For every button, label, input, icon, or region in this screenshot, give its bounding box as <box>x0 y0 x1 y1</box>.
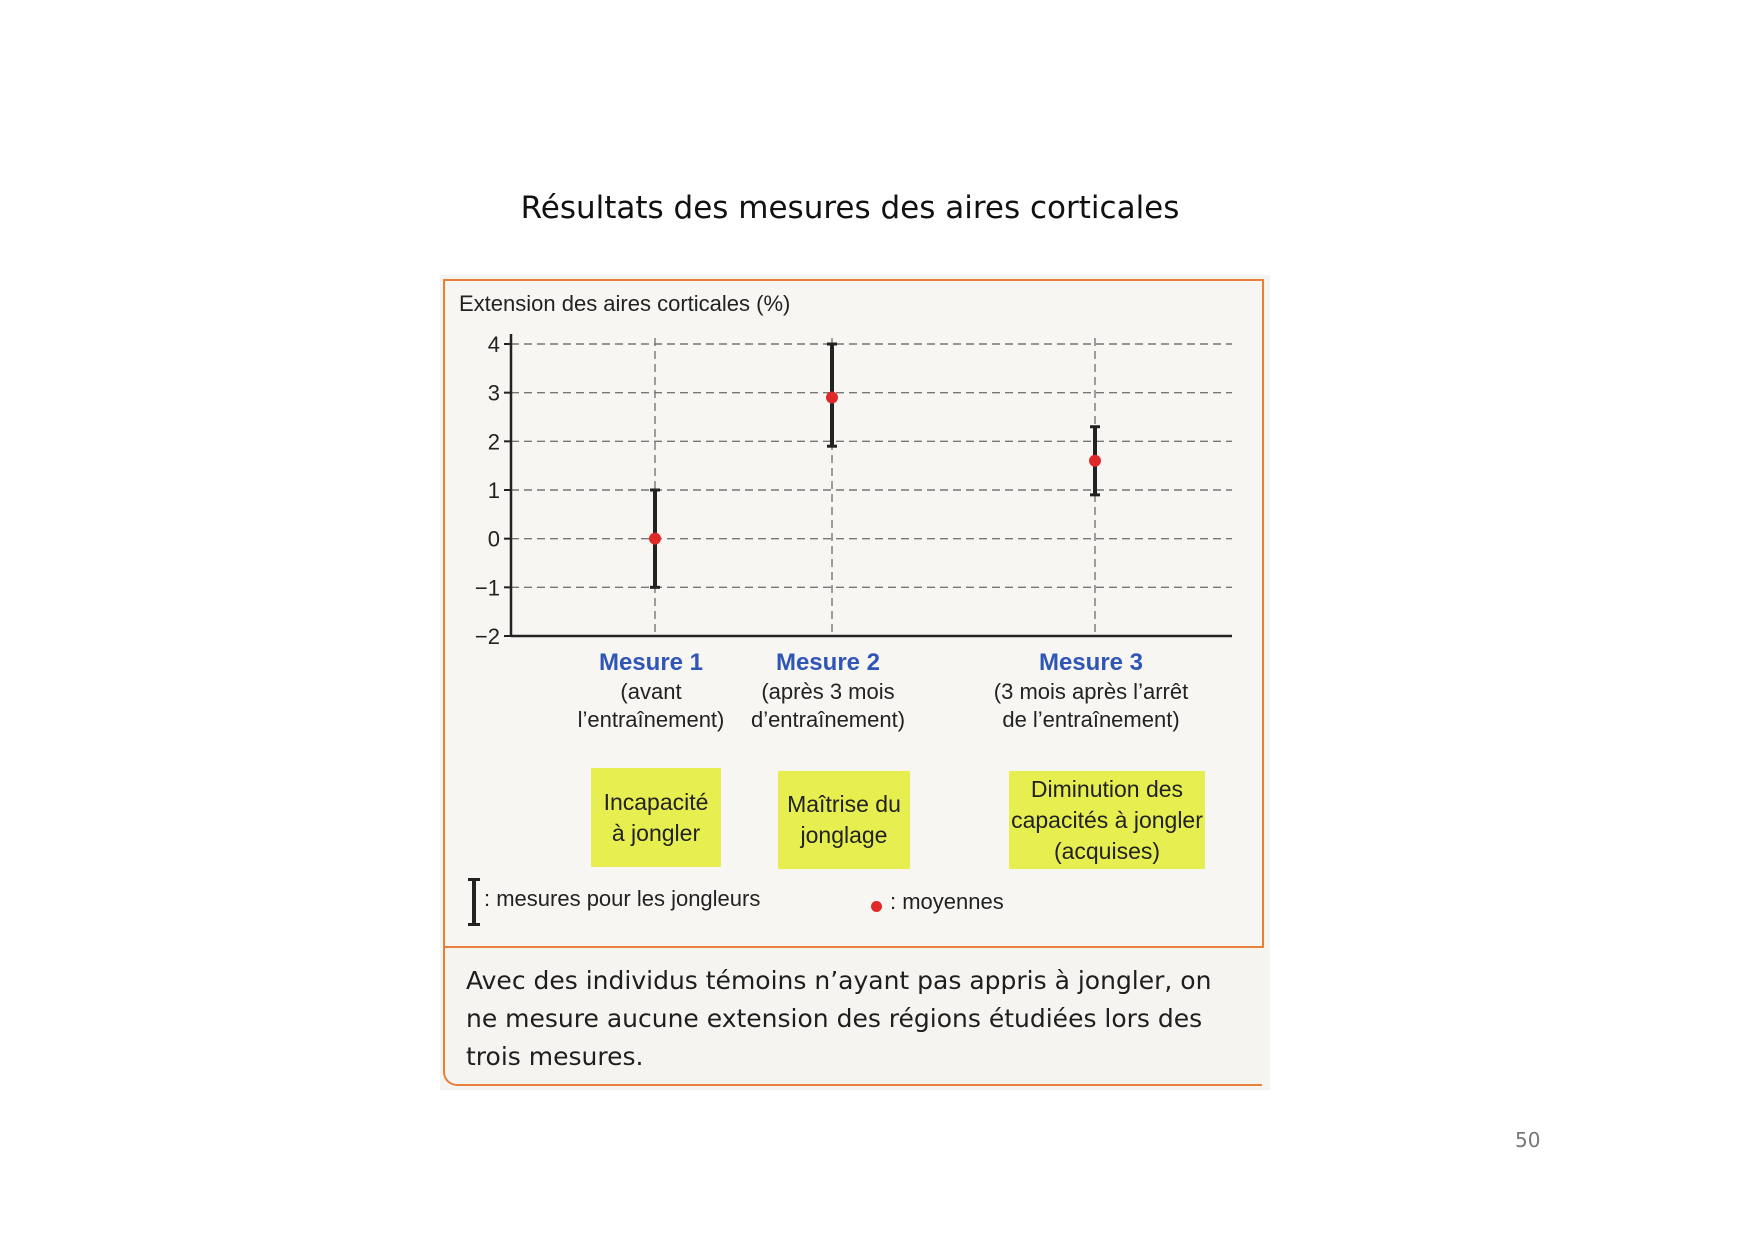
category-desc: (3 mois après l’arrêt <box>993 679 1189 704</box>
y-tick-label: 4 <box>487 332 500 357</box>
legend-bars-label: : mesures pour les jongleurs <box>484 886 761 911</box>
y-tick-label: 1 <box>487 478 500 503</box>
category-label: Mesure 3 <box>1038 649 1144 676</box>
category-label: Mesure 2 <box>775 649 881 676</box>
box-line: capacités à jongler <box>1011 806 1203 833</box>
box-line: Incapacité <box>603 788 709 815</box>
page-number: 50 <box>1515 1128 1541 1152</box>
legend-dots-label: : moyennes <box>890 889 1004 914</box>
mean-point <box>826 392 838 404</box>
y-tick-label: −2 <box>474 624 500 649</box>
category-desc: (avant <box>620 679 682 704</box>
mean-point <box>649 533 661 545</box>
category-desc: de l’entraînement) <box>1002 707 1180 732</box>
category-label: Mesure 1 <box>598 649 704 676</box>
legend-dot-icon <box>871 901 882 912</box>
category-desc: d’entraînement) <box>750 707 906 732</box>
category-desc: l’entraînement) <box>577 707 725 732</box>
legend-bar-icon <box>472 878 476 926</box>
box-incapacity <box>591 768 721 867</box>
box-mastery <box>778 771 910 869</box>
box-line: à jongler <box>611 819 701 846</box>
y-axis-title: Extension des aires corticales (%) <box>459 291 791 316</box>
box-line: (acquises) <box>1053 837 1161 864</box>
box-decline <box>1009 771 1205 869</box>
box-line: Diminution des <box>1030 775 1184 802</box>
y-tick-label: −1 <box>474 575 500 601</box>
box-line: jonglage <box>800 822 888 848</box>
category-desc: (après 3 mois <box>761 679 895 704</box>
y-tick-label: 0 <box>487 526 500 552</box>
y-tick-label: 2 <box>487 429 500 455</box>
box-line: Maîtrise du <box>787 791 901 817</box>
slide-title: Résultats des mesures des aires corticales <box>520 190 1180 226</box>
y-tick-label: 3 <box>487 380 500 406</box>
caption: Avec des individus témoins n’ayant pas appris à jongler, on ne mesure aucune extension des régions étudiées lors des trois mesures. <box>466 966 1212 1071</box>
mean-point <box>1089 455 1101 467</box>
